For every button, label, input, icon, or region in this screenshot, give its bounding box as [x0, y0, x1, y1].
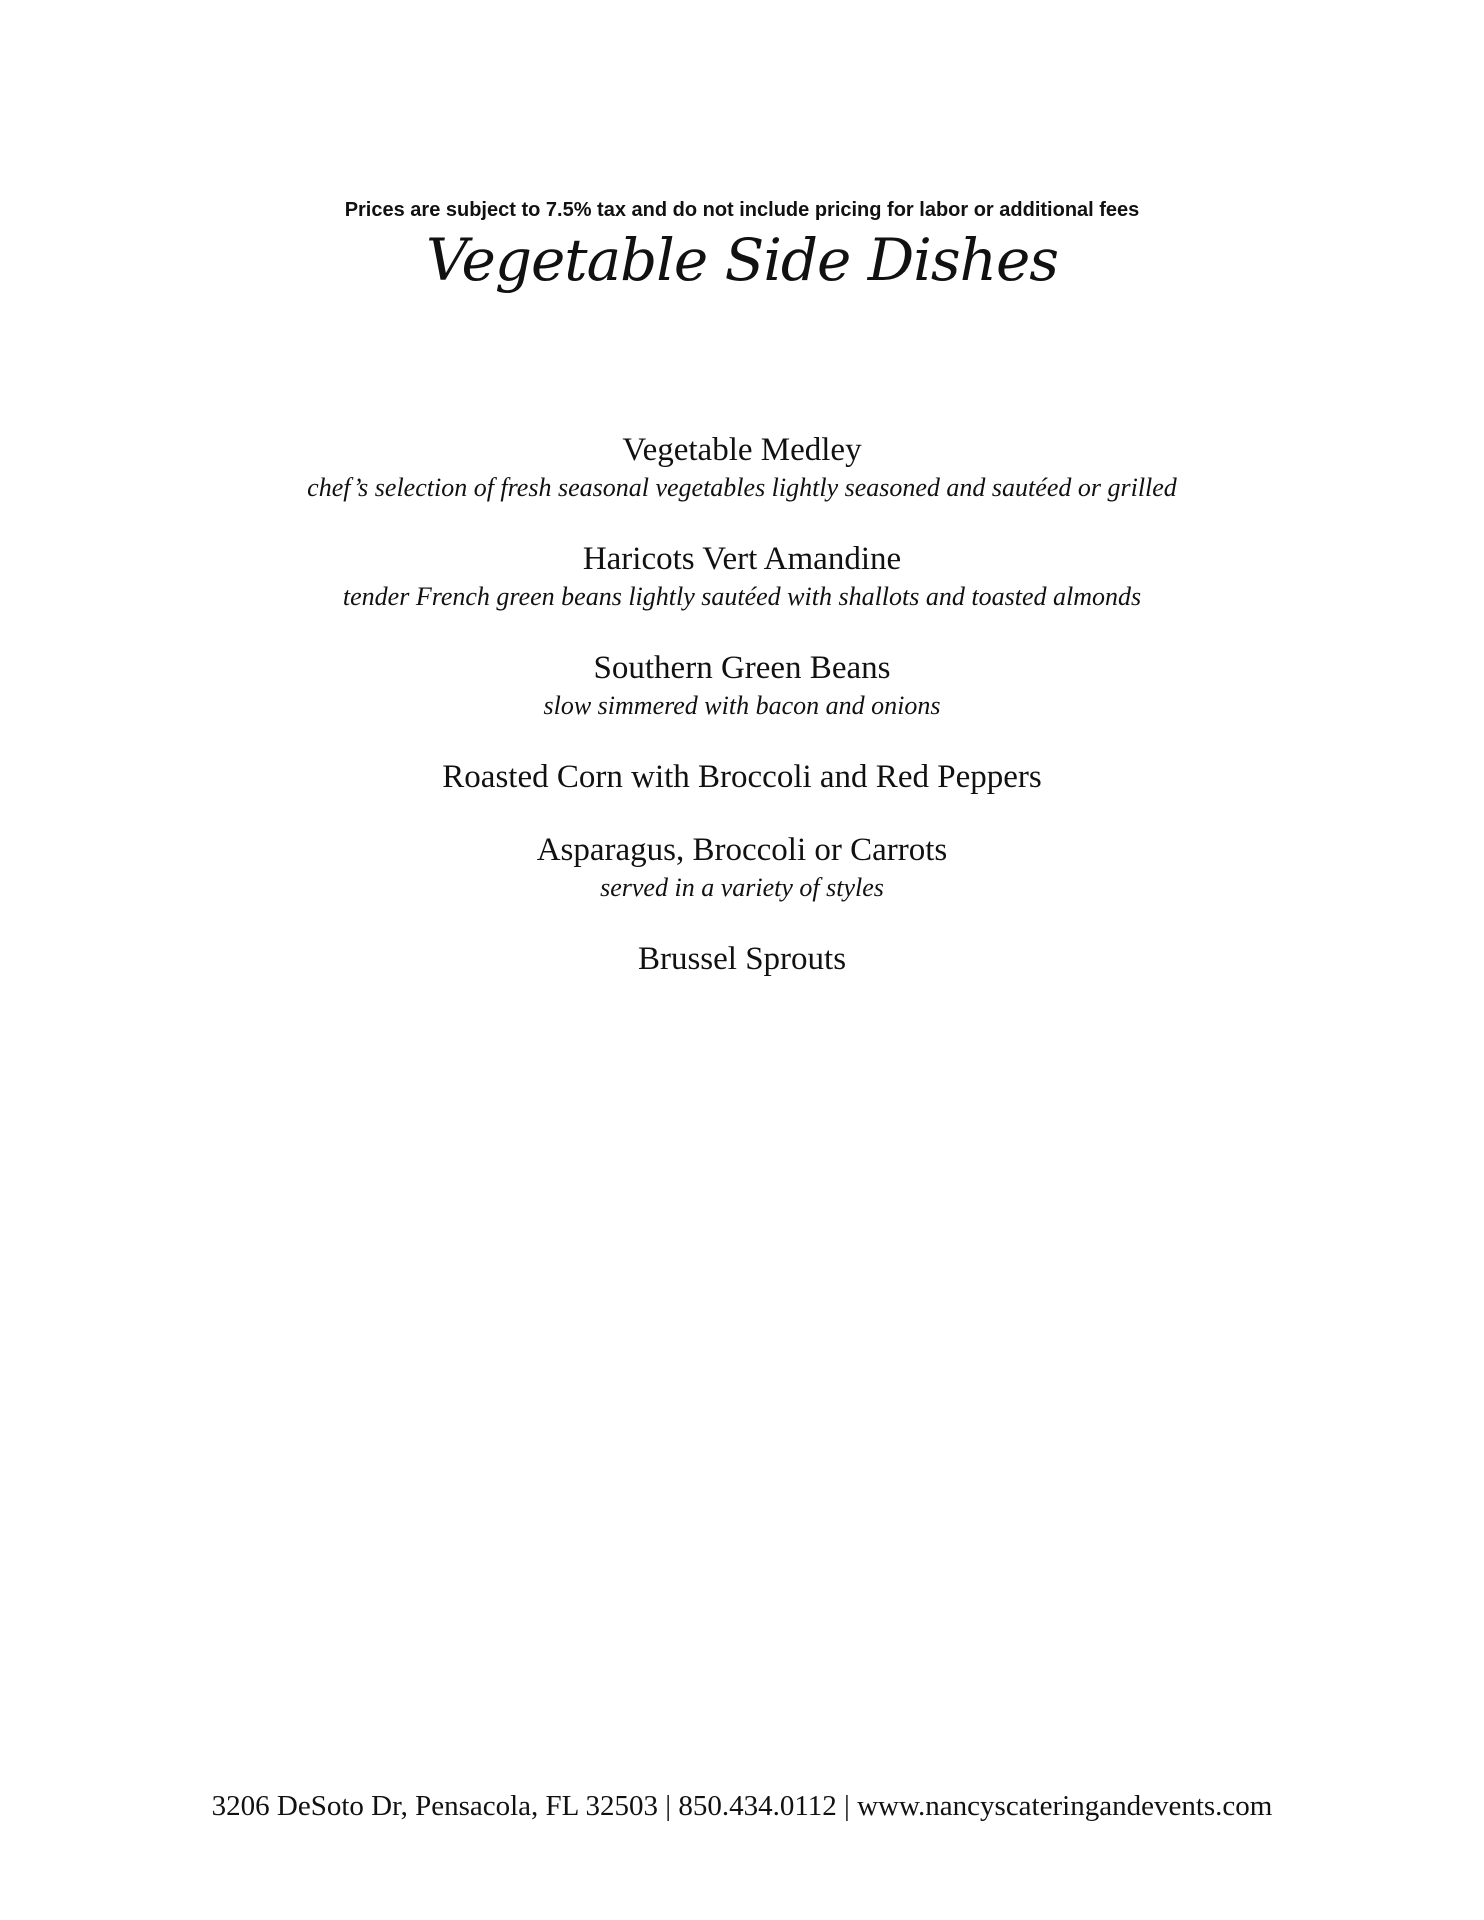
- menu-list: [0, 430, 1484, 1012]
- menu-item-name: Brussel Sprouts: [637, 941, 847, 977]
- pricing-notice: Prices are subject to 7.5% tax and do not include pricing for labor or additional fees: [344, 199, 1140, 221]
- menu-item-description: served in a variety of styles: [600, 873, 884, 902]
- menu-item-name: Haricots Vert Amandine: [582, 541, 902, 577]
- footer-contact: 3206 DeSoto Dr, Pensacola, FL 32503 | 850.434.0112 | www.nancyscateringandevents.com: [211, 1790, 1273, 1822]
- menu-item-name: Asparagus, Broccoli or Carrots: [536, 832, 948, 868]
- page-title: Vegetable Side Dishes: [425, 226, 1059, 294]
- menu-item-southern-green-beans: [0, 648, 1484, 724]
- menu-item-name: Roasted Corn with Broccoli and Red Peppers: [442, 759, 1042, 795]
- menu-item-description: chef’s selection of fresh seasonal vegetables lightly seasoned and sautéed or grilled: [307, 473, 1177, 502]
- menu-item-asparagus-broccoli-carrots: [0, 830, 1484, 906]
- menu-item-roasted-corn: [0, 757, 1484, 797]
- menu-item-brussel-sprouts: [0, 939, 1484, 979]
- menu-item-vegetable-medley: [0, 430, 1484, 506]
- menu-item-name: Southern Green Beans: [593, 650, 891, 686]
- menu-item-name: Vegetable Medley: [622, 432, 862, 468]
- menu-item-description: slow simmered with bacon and onions: [543, 691, 941, 720]
- menu-item-haricots-vert-amandine: [0, 539, 1484, 615]
- menu-item-description: tender French green beans lightly sautéed with shallots and toasted almonds: [342, 582, 1142, 611]
